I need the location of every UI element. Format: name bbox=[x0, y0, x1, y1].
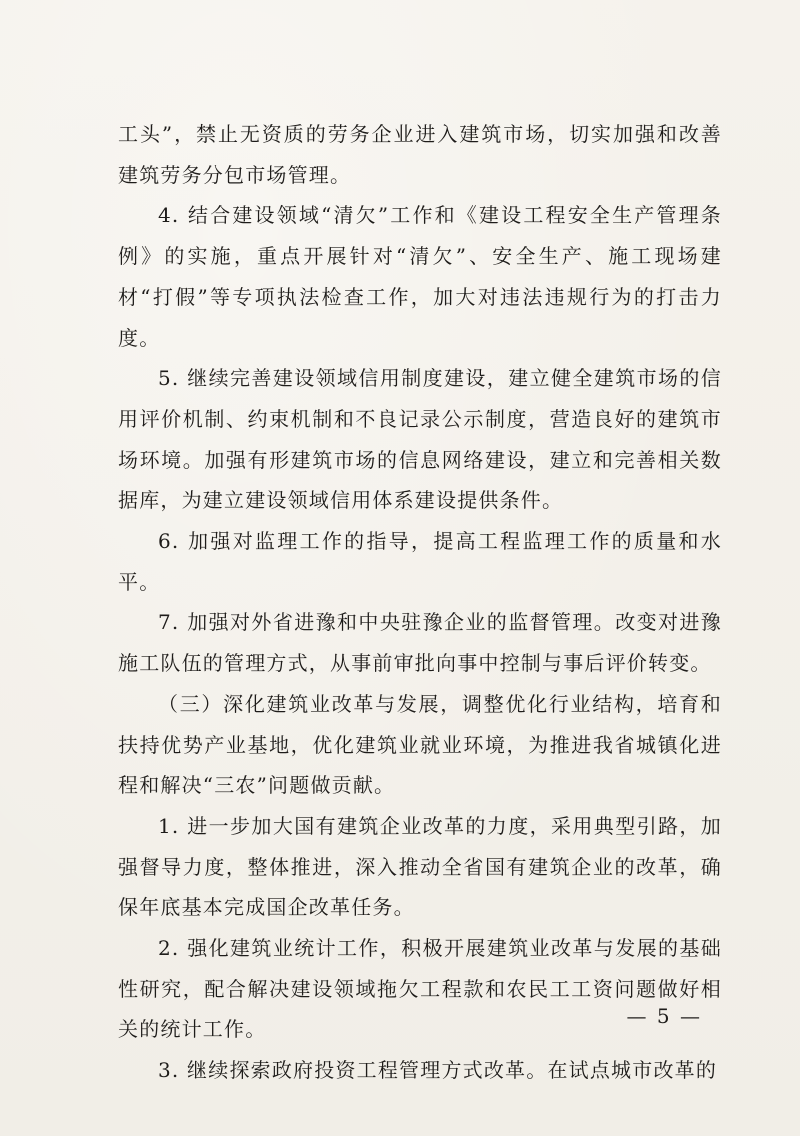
paragraph-item-7: 7. 加强对外省进豫和中央驻豫企业的监督管理。改变对进豫施工队伍的管理方式，从事前审批向事中控制与事后评价转变。 bbox=[118, 610, 722, 676]
paragraph-subitem-2: 2. 强化建筑业统计工作，积极开展建筑业改革与发展的基础性研究，配合解决建设领域拖欠工程款和农民工工资问题做好相关的统计工作。 bbox=[118, 936, 722, 1042]
paragraph-item-4: 4. 结合建设领域“清欠”工作和《建设工程安全生产管理条例》的实施，重点开展针对“清欠”、安全生产、施工现场建材“打假”等专项执法检查工作，加大对违法违规行为的打击力度。 bbox=[118, 203, 722, 350]
paragraph-item-6: 6. 加强对监理工作的指导，提高工程监理工作的质量和水平。 bbox=[118, 529, 722, 594]
paragraph-item-5: 5. 继续完善建设领域信用制度建设，建立健全建筑市场的信用评价机制、约束机制和不良记录公示制度，营造良好的建筑市场环境。加强有形建筑市场的信息网络建设，建立和完善相关数据库，为建立建设领域信用体系建设提供条件。 bbox=[118, 366, 722, 513]
paragraph-subitem-3: 3. 继续探索政府投资工程管理方式改革。在试点城市改革的 bbox=[158, 1058, 718, 1083]
body-text bbox=[118, 114, 722, 1091]
paragraph-continuation: 工头”，禁止无资质的劳务企业进入建筑市场，切实加强和改善建筑劳务分包市场管理。 bbox=[118, 122, 722, 187]
section-heading-3: （三）深化建筑业改革与发展，调整优化行业结构，培育和扶持优势产业基地，优化建筑业就业环境，为推进我省城镇化进程和解决“三农”问题做贡献。 bbox=[118, 691, 722, 798]
paragraph-subitem-1: 1. 进一步加大国有建筑企业改革的力度，采用典型引路，加强督导力度，整体推进，深入推动全省国有建筑企业的改革，确保年底基本完成国企改革任务。 bbox=[118, 813, 722, 920]
page-number: — 5 — bbox=[626, 1004, 702, 1028]
